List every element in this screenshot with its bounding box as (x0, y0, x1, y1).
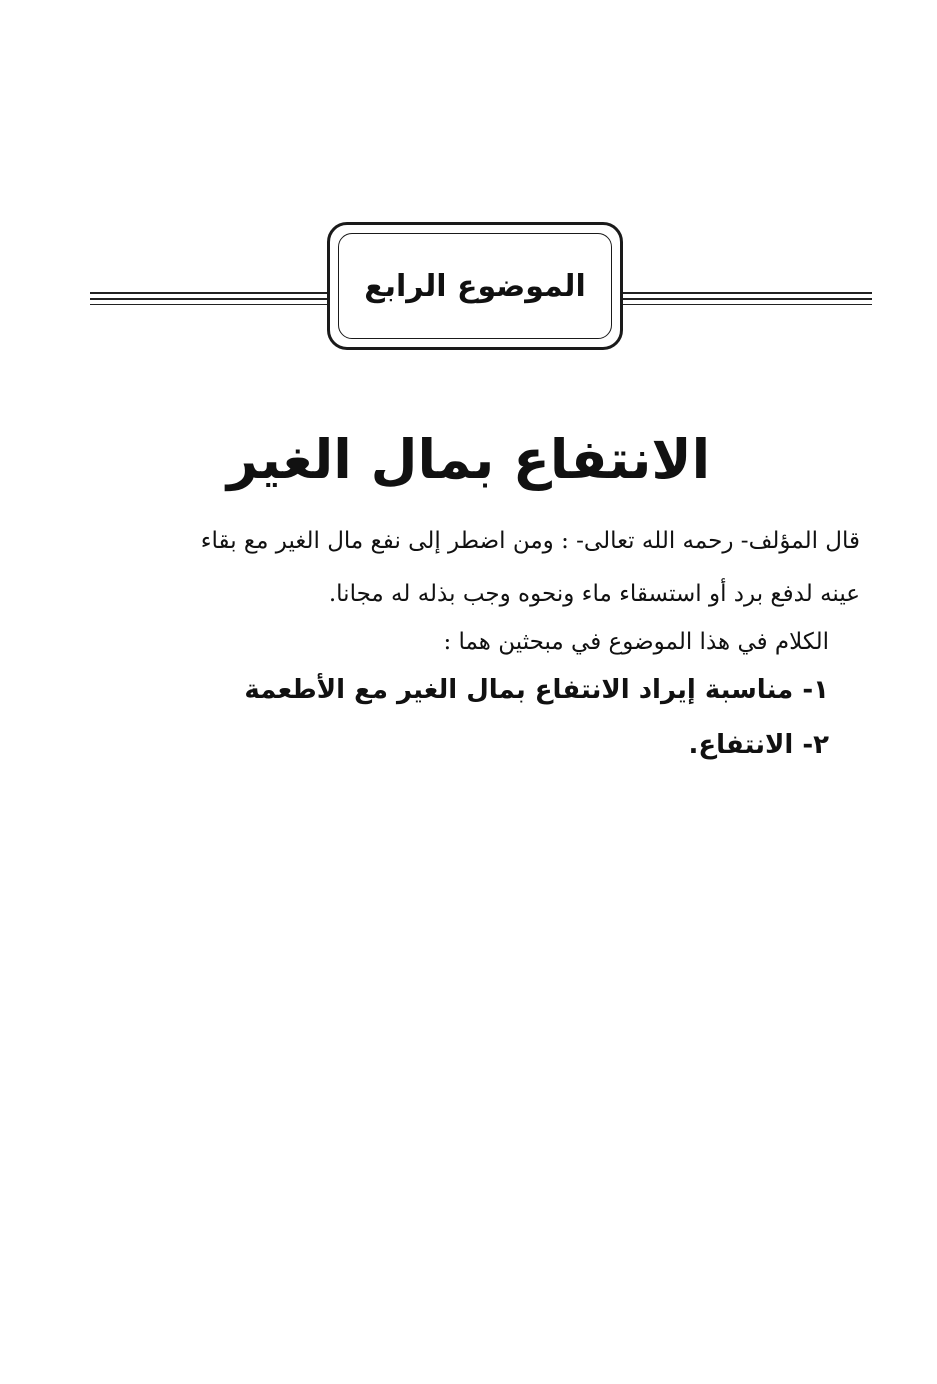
header-rule-left-top (90, 292, 332, 294)
header-rule-right-bottom (620, 304, 872, 305)
header-rule-left-middle (90, 298, 332, 300)
header-rule-right-middle (620, 298, 872, 300)
list-item-2: ٢- الانتفاع. (688, 730, 829, 760)
list-item-1: ١- مناسبة إيراد الانتفاع بمال الغير مع الأطعمة (244, 675, 829, 705)
topic-label: الموضوع الرابع (364, 268, 586, 304)
header-rule-right-top (620, 292, 872, 294)
topic-frame (327, 222, 623, 350)
header-rule-left-bottom (90, 304, 332, 305)
paragraph-line-1: قال المؤلف- رحمه الله تعالى- : ومن اضطر إلى نفع مال الغير مع بقاء (200, 528, 860, 554)
topic-frame-inner (338, 233, 612, 339)
page-title: الانتفاع بمال الغير (226, 428, 711, 491)
paragraph-line-2: عينه لدفع برد أو استسقاء ماء ونحوه وجب بذله له مجانا. (328, 581, 860, 607)
paragraph-line-3: الكلام في هذا الموضوع في مبحثين هما : (443, 629, 829, 655)
